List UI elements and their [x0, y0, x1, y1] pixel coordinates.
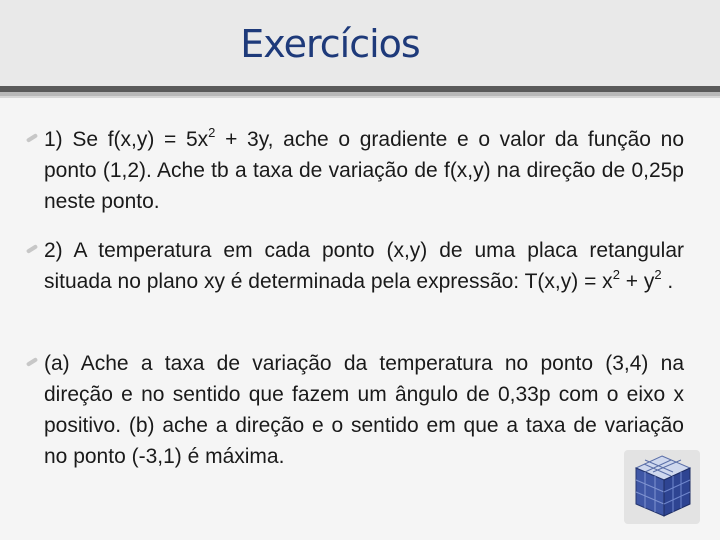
- slide-title: Exercícios: [240, 22, 420, 66]
- bullet-marker: [26, 357, 38, 367]
- bullet-text: 2) A temperatura em cada ponto (x,y) de uma placa retangular situada no plano xy é determinada pela expressão: $T(x,y) = x^2 + y^2$ .: [44, 239, 684, 293]
- bullet-marker: [26, 244, 38, 254]
- slide-body: [0, 98, 720, 540]
- bullet-marker: [26, 133, 38, 143]
- bullet-text: (a) Ache a taxa de variação da temperatura no ponto (3,4) na direção e no sentido que fazem um ângulo de 0,33p com o eixo x positivo. (b) ache a direção e o sentido em que a taxa de variação no ponto (-3,1) é máxima.: [44, 352, 684, 468]
- rubik-cube-icon: [624, 450, 700, 524]
- bullet-text: 1) Se $f(x,y) = 5x^2 + 3y$, ache o gradiente e o valor da função no ponto (1,2). Ache tb a taxa de variação de f(x,y) na direção de 0,25p neste ponto.: [44, 125, 685, 213]
